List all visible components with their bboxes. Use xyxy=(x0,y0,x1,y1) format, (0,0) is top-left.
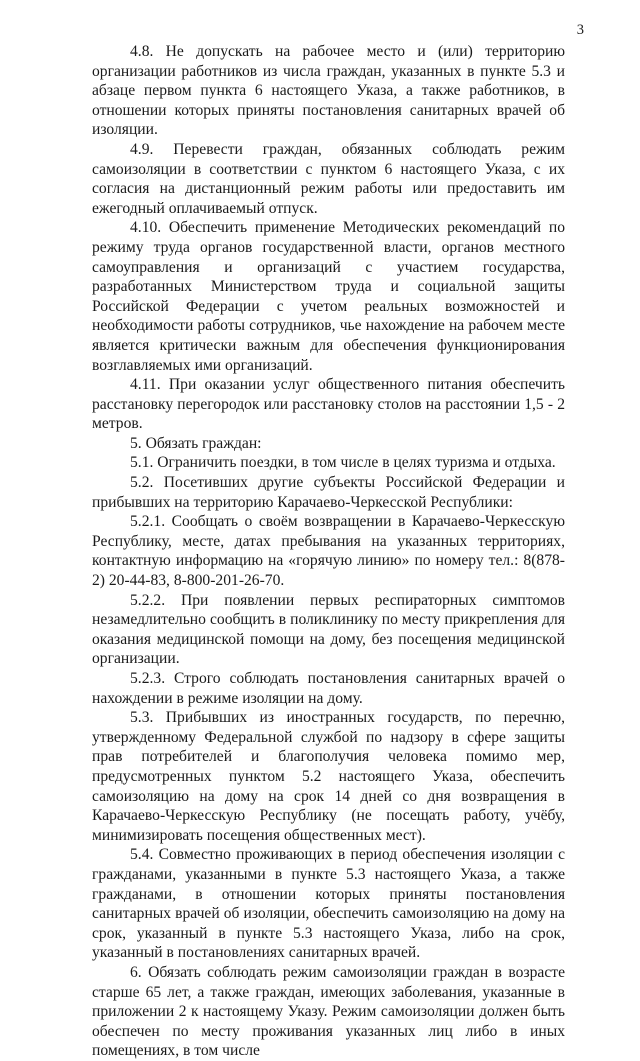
paragraph-5-2-1: 5.2.1. Сообщать о своём возвращении в Карачаево-Черкесскую Республику, месте, датах пребывания на указанных территориях, контактную информацию на «горячую линию» по номеру тел.: 8(878-2) 20-44-83, 8-800-201-26-70. xyxy=(92,513,565,590)
paragraph-4-10: 4.10. Обеспечить применение Методических рекомендаций по режиму труда органов государственной власти, органов местного самоуправления и организаций с участием государства, разработанных Министерством труда и социальной защиты Российской Федерации с учетом реальных возможностей и необходимости работы сотрудников, чье нахождение на рабочем месте является критически важным для обеспечения функционирования возглавляемых ими организаций. xyxy=(92,219,565,374)
document-body xyxy=(92,42,565,1061)
paragraph-4-11: 4.11. При оказании услуг общественного питания обеспечить расстановку перегородок или расстановку столов на расстоянии 1,5 - 2 метров. xyxy=(92,376,565,433)
paragraph-4-9: 4.9. Перевести граждан, обязанных соблюдать режим самоизоляции в соответствии с пунктом 6 настоящего Указа, с их согласия на дистанционный режим работы или предоставить им ежегодный оплачиваемый отпуск. xyxy=(92,140,565,217)
paragraph-4-8: 4.8. Не допускать на рабочее место и (или) территорию организации работников из числа граждан, указанных в пункте 5.3 и абзаце первом пункта 6 настоящего Указа, а также работников, в отношении которых приняты постановления санитарных врачей об изоляции. xyxy=(92,43,565,139)
paragraph-5-3: 5.3. Прибывших из иностранных государств, по перечню, утвержденному Федеральной службой по надзору в сфере защиты прав потребителей и благополучия человека помимо мер, предусмотренных пунктом 5.2 настоящего Указа, обеспечить самоизоляцию на дому на срок 14 дней со дня возвращения в Карачаево-Черкесскую Республику (не посещать работу, учёбу, минимизировать посещения общественных мест). xyxy=(92,709,565,844)
paragraph-5: 5. Обязать граждан: xyxy=(130,434,262,452)
paragraph-5-4: 5.4. Совместно проживающих в период обеспечения изоляции с гражданами, указанными в пункте 5.3 настоящего Указа, а также гражданами, в отношении которых приняты постановления санитарных врачей об изоляции, обеспечить самоизоляцию на дому на срок, указанный в пункте 5.3 настоящего Указа, либо на срок, указанный в постановлениях санитарных врачей. xyxy=(92,846,565,962)
paragraph-5-2-2: 5.2.2. При появлении первых респираторных симптомов незамедлительно сообщить в поликлинику по месту прикрепления для оказания медицинской помощи на дому, без посещения медицинской организации. xyxy=(92,591,565,668)
paragraph-5-2: 5.2. Посетивших другие субъекты Российской Федерации и прибывших на территорию Карачаево-Черкесской Республики: xyxy=(92,474,565,511)
page-number: 3 xyxy=(576,22,584,38)
paragraph-5-1: 5.1. Ограничить поездки, в том числе в целях туризма и отдыха. xyxy=(130,454,556,472)
paragraph-6: 6. Обязать соблюдать режим самоизоляции граждан в возрасте старше 65 лет, а также граждан, имеющих заболевания, указанные в приложении 2 к настоящему Указу. Режим самоизоляции должен быть обеспечен по месту проживания указанных лиц либо в иных помещениях, в том числе xyxy=(92,963,565,1060)
paragraph-5-2-3: 5.2.3. Строго соблюдать постановления санитарных врачей о нахождении в режиме изоляции на дому. xyxy=(92,670,565,707)
